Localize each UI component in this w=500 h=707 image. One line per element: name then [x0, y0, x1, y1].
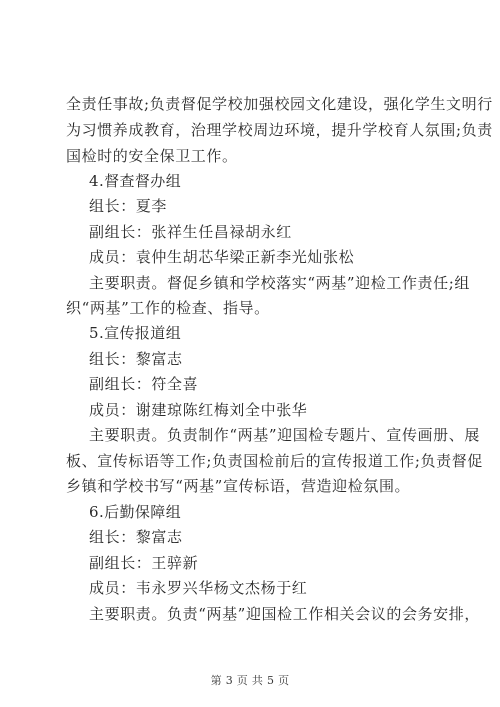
deputy-leader-6: 副组长：王骍新 [89, 554, 199, 572]
section-heading-5: 5.宣传报道组 [89, 324, 182, 342]
duties-5-line-3: 乡镇和学校书写“两基”宣传标语，营造迎检氛围。 [66, 477, 411, 495]
group-leader-6: 组长：黎富志 [89, 528, 183, 546]
duties-5-line-2: 板、宣传标语等工作;负责国检前后的宣传报道工作;负责督促 [66, 452, 483, 470]
duties-4-line-2: 织“两基”工作的检查、指导。 [66, 299, 270, 317]
group-leader-4: 组长：夏李 [89, 197, 168, 215]
page-footer: 第 3 页 共 5 页 [210, 674, 290, 687]
members-4: 成员：袁仲生胡芯华梁正新李光灿张松 [89, 248, 355, 266]
duties-6-line-1: 主要职责。负责“两基”迎国检工作相关会议的会务安排， [89, 605, 480, 623]
text-line-1: 全责任事故;负责督促学校加强校园文化建设，强化学生文明行 [66, 95, 493, 113]
deputy-leader-4: 副组长：张祥生任昌禄胡永红 [89, 223, 292, 241]
members-5: 成员：谢建琼陈红梅刘全中张华 [89, 401, 308, 419]
section-heading-4: 4.督查督办组 [89, 172, 182, 190]
deputy-leader-5: 副组长：符全喜 [89, 375, 199, 393]
duties-5-line-1: 主要职责。负责制作“两基”迎国检专题片、宣传画册、展 [89, 426, 480, 444]
section-heading-6: 6.后勤保障组 [89, 503, 182, 521]
members-6: 成员：韦永罗兴华杨文杰杨于红 [89, 579, 308, 597]
text-line-3: 国检时的安全保卫工作。 [66, 147, 238, 165]
group-leader-5: 组长：黎富志 [89, 350, 183, 368]
duties-4-line-1: 主要职责。督促乡镇和学校落实“两基”迎检工作责任;组 [89, 274, 470, 292]
text-line-2: 为习惯养成教育，治理学校周边环境，提升学校育人氛围;负责 [66, 121, 493, 139]
